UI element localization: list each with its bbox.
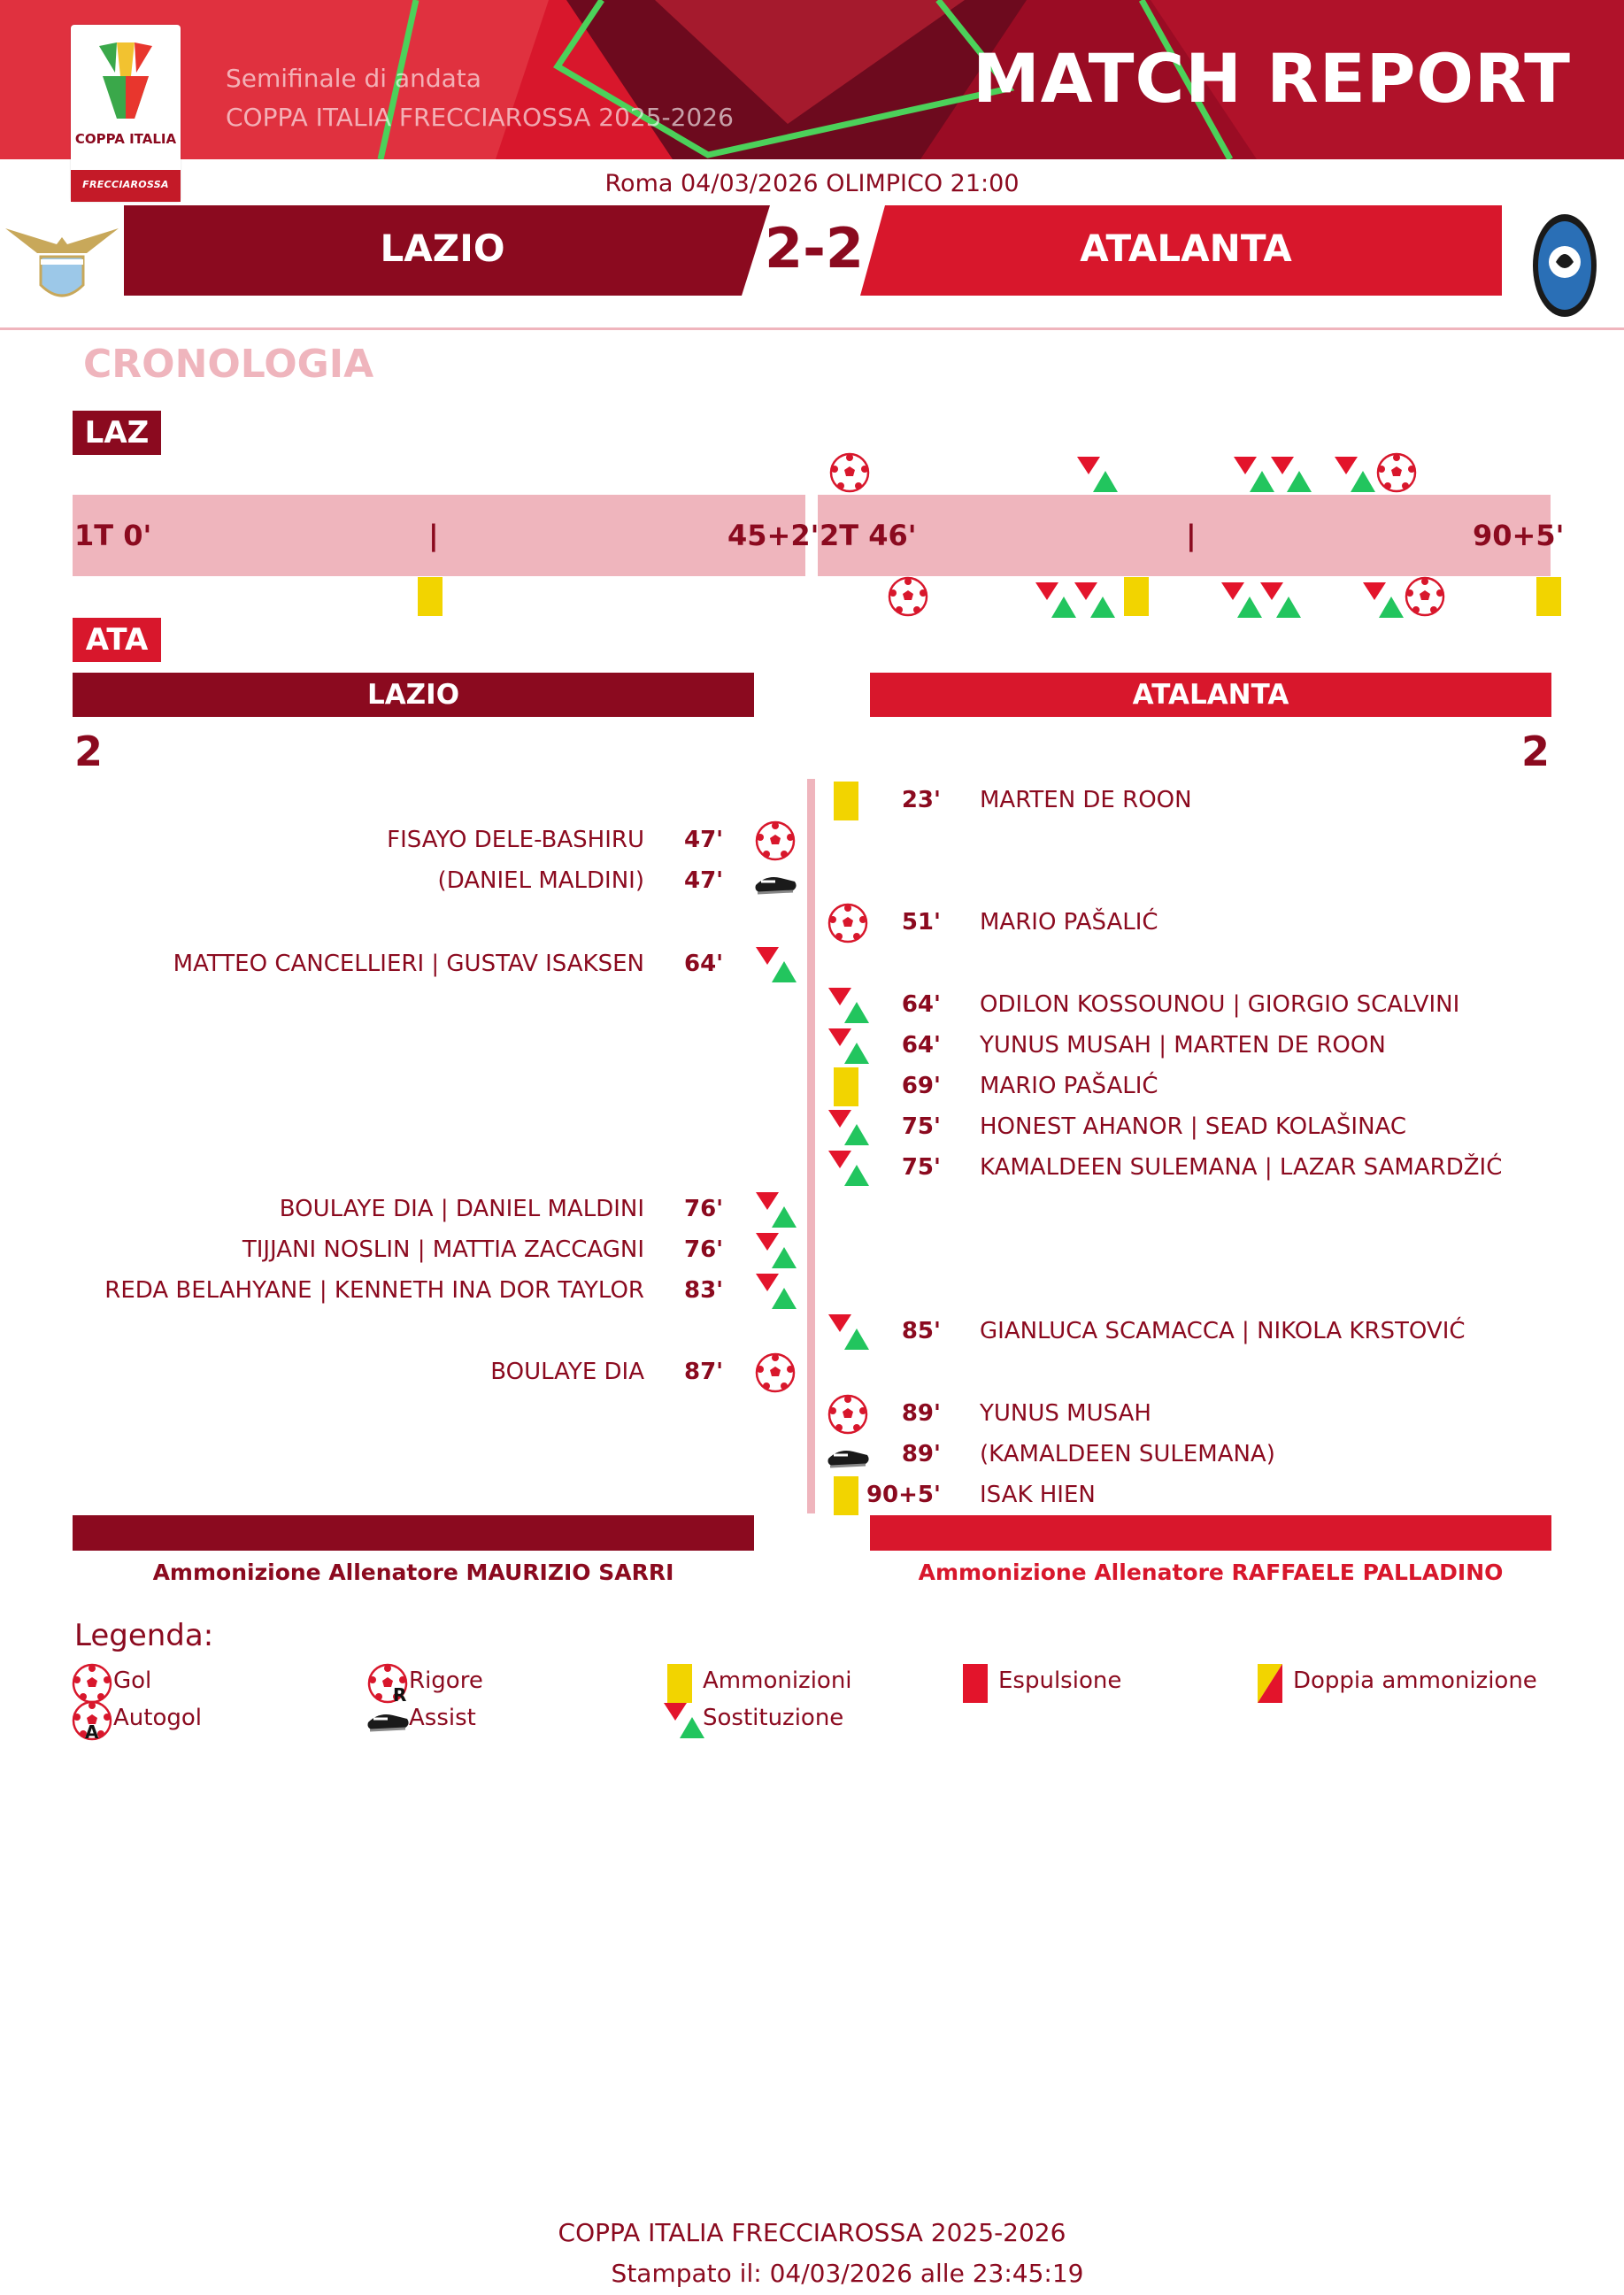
timeline-substitution-icon — [1073, 579, 1115, 621]
away-score: 2 — [1520, 728, 1550, 775]
away-event-minute: 23' — [901, 787, 941, 813]
away-event-minute: 64' — [901, 991, 941, 1018]
home-goal-icon — [754, 820, 797, 862]
home-event-minute: 76' — [684, 1236, 724, 1263]
away-event-minute: 64' — [901, 1032, 941, 1059]
timeline-yellow-card-icon — [1535, 575, 1563, 618]
first-half-end: 45+2' — [727, 519, 820, 552]
home-event-minute: 47' — [684, 827, 724, 853]
timeline-goal-icon — [828, 451, 871, 494]
away-event-minute: 85' — [901, 1318, 941, 1344]
away-event-minute: 51' — [901, 909, 941, 936]
legend-own-goal-icon — [71, 1699, 113, 1742]
away-event-player: YUNUS MUSAH | MARTEN DE ROON — [980, 1032, 1386, 1059]
away-event-minute: 89' — [901, 1441, 941, 1467]
svg-text:R: R — [393, 1684, 407, 1706]
legend-goal: Gol — [113, 1667, 152, 1694]
home-event-player: FISAYO DELE-BASHIRU — [387, 827, 644, 853]
home-event-player: MATTEO CANCELLIERI | GUSTAV ISAKSEN — [173, 951, 644, 977]
away-column-header: ATALANTA — [870, 673, 1551, 717]
home-assist-icon — [754, 871, 798, 897]
page-title: MATCH REPORT — [973, 39, 1571, 118]
events-centre-line — [807, 779, 815, 1513]
competition-name: COPPA ITALIA FRECCIAROSSA 2025-2026 — [226, 103, 734, 132]
home-substitution-icon — [754, 1189, 797, 1231]
away-event-minute: 89' — [901, 1400, 941, 1427]
legend-assist-icon — [366, 1708, 411, 1735]
footer-printed-date: Stampato il: 04/03/2026 alle 23:45:19 — [611, 2259, 1084, 2288]
away-event-player: HONEST AHANOR | SEAD KOLAŠINAC — [980, 1113, 1407, 1140]
footer-competition: COPPA ITALIA FRECCIAROSSA 2025-2026 — [558, 2218, 1066, 2247]
away-event-player: MARIO PAŠALIĆ — [980, 909, 1158, 936]
section-title: CRONOLOGIA — [83, 342, 374, 387]
timeline-goal-icon — [1404, 575, 1446, 618]
second-half-start: 2T 46' — [820, 519, 917, 552]
home-event-minute: 76' — [684, 1196, 724, 1222]
legend-red-card: Espulsione — [998, 1667, 1122, 1694]
away-footer-band — [870, 1515, 1551, 1551]
home-event-minute: 83' — [684, 1277, 724, 1304]
legend-substitution-icon — [662, 1699, 704, 1742]
away-event-player: ODILON KOSSOUNOU | GIORGIO SCALVINI — [980, 991, 1460, 1018]
first-half-tick: | — [428, 519, 439, 552]
home-team-name: LAZIO — [380, 227, 505, 270]
legend-assist: Assist — [409, 1705, 476, 1731]
home-event-player: BOULAYE DIA | DANIEL MALDINI — [279, 1196, 644, 1222]
away-event-minute: 69' — [901, 1073, 941, 1099]
away-event-player: YUNUS MUSAH — [980, 1400, 1151, 1427]
trophy-icon — [90, 37, 161, 126]
timeline-yellow-card-icon — [416, 575, 444, 618]
legend-penalty: Rigore — [409, 1667, 483, 1694]
timeline-substitution-icon — [1333, 453, 1375, 496]
legend-double-yellow: Doppia ammonizione — [1293, 1667, 1537, 1694]
away-substitution-icon — [827, 984, 869, 1027]
legend-double-yellow-icon — [1256, 1662, 1284, 1705]
away-yellow-card-icon — [832, 1066, 860, 1108]
legend-yellow-card-icon — [666, 1662, 694, 1705]
away-yellow-card-icon — [832, 1475, 860, 1517]
match-info: Roma 04/03/2026 OLIMPICO 21:00 — [604, 170, 1020, 197]
final-score: 2-2 — [764, 216, 864, 281]
match-phase: Semifinale di andata — [226, 64, 481, 93]
away-event-minute: 75' — [901, 1154, 941, 1181]
second-half-end: 90+5' — [1473, 519, 1565, 552]
away-team-tag: ATA — [73, 618, 161, 662]
away-event-player: (KAMALDEEN SULEMANA) — [980, 1441, 1275, 1467]
away-event-player: ISAK HIEN — [980, 1482, 1096, 1508]
home-substitution-icon — [754, 1229, 797, 1272]
home-substitution-icon — [754, 1270, 797, 1313]
legend-substitution: Sostituzione — [703, 1705, 844, 1731]
home-score: 2 — [74, 728, 104, 775]
home-substitution-icon — [754, 943, 797, 986]
home-goal-icon — [754, 1352, 797, 1394]
logo-text: COPPA ITALIA — [74, 131, 177, 147]
second-half-tick: | — [1186, 519, 1197, 552]
away-substitution-icon — [827, 1147, 869, 1190]
sponsor-text: FRECCIAROSSA — [82, 179, 169, 190]
legend-penalty-icon — [366, 1662, 409, 1705]
home-event-player: (DANIEL MALDINI) — [437, 867, 644, 894]
atalanta-crest-icon — [1529, 211, 1600, 320]
away-event-player: MARTEN DE ROON — [980, 787, 1192, 813]
home-event-minute: 87' — [684, 1359, 724, 1385]
home-event-player: REDA BELAHYANE | KENNETH INA DOR TAYLOR — [104, 1277, 644, 1304]
legend-goal-icon — [71, 1662, 113, 1705]
away-team-name: ATALANTA — [1080, 227, 1292, 270]
legend-red-card-icon — [961, 1662, 989, 1705]
away-event-minute: 75' — [901, 1113, 941, 1140]
home-footer-band — [73, 1515, 754, 1551]
home-event-minute: 64' — [684, 951, 724, 977]
home-event-player: BOULAYE DIA — [490, 1359, 644, 1385]
timeline-substitution-icon — [1075, 453, 1118, 496]
first-half-start: 1T 0' — [74, 519, 152, 552]
away-event-player: GIANLUCA SCAMACCA | NIKOLA KRSTOVIĆ — [980, 1318, 1466, 1344]
away-yellow-card-icon — [832, 780, 860, 822]
timeline-substitution-icon — [1361, 579, 1404, 621]
away-substitution-icon — [827, 1025, 869, 1067]
timeline-substitution-icon — [1220, 579, 1262, 621]
away-coach-caution: Ammonizione Allenatore RAFFAELE PALLADINO — [918, 1560, 1504, 1585]
svg-text:A: A — [85, 1721, 99, 1743]
timeline-substitution-icon — [1258, 579, 1301, 621]
away-assist-icon — [827, 1444, 871, 1471]
away-substitution-icon — [827, 1311, 869, 1353]
home-coach-caution: Ammonizione Allenatore MAURIZIO SARRI — [152, 1560, 674, 1585]
timeline-substitution-icon — [1034, 579, 1076, 621]
lazio-crest-icon — [2, 221, 122, 310]
legend-yellow-card: Ammonizioni — [703, 1667, 852, 1694]
home-event-player: TIJJANI NOSLIN | MATTIA ZACCAGNI — [242, 1236, 644, 1263]
timeline-yellow-card-icon — [1122, 575, 1151, 618]
home-team-tag: LAZ — [73, 411, 161, 455]
away-event-player: KAMALDEEN SULEMANA | LAZAR SAMARDŽIĆ — [980, 1154, 1503, 1181]
timeline-substitution-icon — [1232, 453, 1274, 496]
legend-title: Legenda: — [74, 1618, 214, 1653]
home-column-header: LAZIO — [73, 673, 754, 717]
timeline-goal-icon — [1375, 451, 1418, 494]
home-event-minute: 47' — [684, 867, 724, 894]
timeline-goal-icon — [887, 575, 929, 618]
away-substitution-icon — [827, 1106, 869, 1149]
away-event-player: MARIO PAŠALIĆ — [980, 1073, 1158, 1099]
away-goal-icon — [827, 902, 869, 944]
header-divider — [0, 327, 1624, 330]
timeline-substitution-icon — [1269, 453, 1312, 496]
away-goal-icon — [827, 1393, 869, 1436]
away-event-minute: 90+5' — [866, 1482, 941, 1508]
legend-own-goal: Autogol — [113, 1705, 203, 1731]
